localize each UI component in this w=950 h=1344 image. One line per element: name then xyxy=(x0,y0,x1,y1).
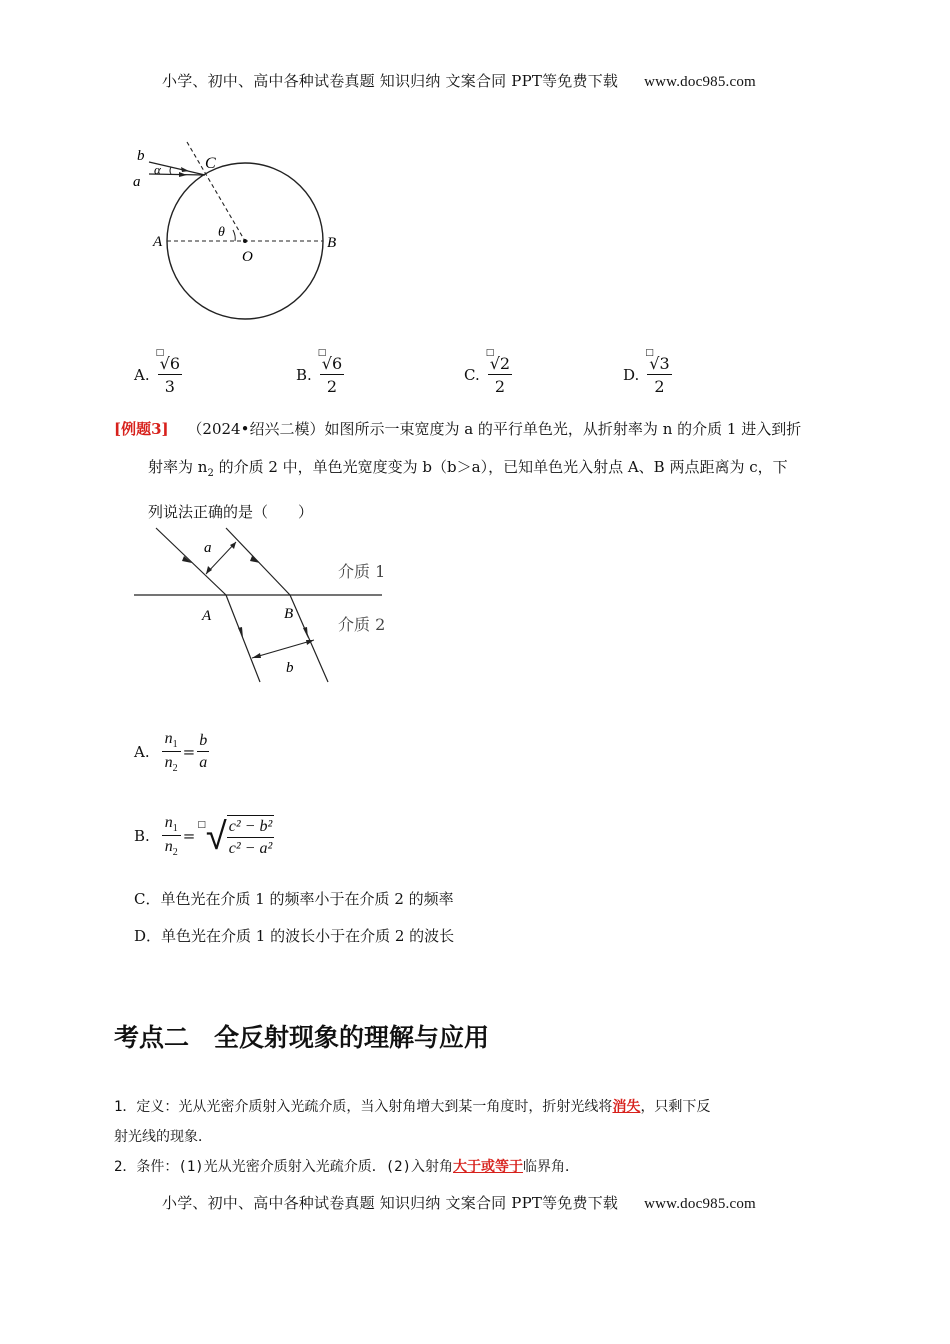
header-text: 小学、初中、高中各种试卷真题 知识归纳 文案合同 PPT等免费下载 xyxy=(162,72,619,90)
item1-text-rest: ，只剩下反 xyxy=(640,1099,711,1115)
item1-text: 1．定义：光从光密介质射入光疏介质，当入射角增大到某一角度时，折射光线将 xyxy=(114,1099,613,1115)
radical-sign: √ xyxy=(205,814,227,859)
section-title: 考点二 全反射现象的理解与应用 xyxy=(114,1023,490,1052)
alpha-arc xyxy=(170,167,171,174)
denominator: 2 xyxy=(326,377,338,396)
rhs-numerator: b xyxy=(197,732,209,752)
radicand: 3 xyxy=(659,354,670,373)
n1-subscript: 1 xyxy=(172,739,178,751)
label-width-a: a xyxy=(204,540,212,556)
label-b: b xyxy=(137,148,145,164)
q2-option-d[interactable] xyxy=(623,348,672,396)
label-c: C xyxy=(205,155,216,172)
option-fraction: □ √3 2 xyxy=(645,348,670,396)
theta-arc xyxy=(233,230,235,241)
option-letter: C. xyxy=(464,366,480,384)
width-b-arrow xyxy=(252,640,314,658)
radicand: 6 xyxy=(169,354,180,373)
option-fraction: □ √6 3 xyxy=(155,348,180,396)
option-letter: B. xyxy=(134,827,150,846)
n2-subscript: 2 xyxy=(172,763,178,775)
q3-option-c[interactable]: C．单色光在介质 1 的频率小于在介质 2 的频率 xyxy=(134,890,454,908)
label-a: a xyxy=(133,174,141,190)
q3-option-d[interactable]: D．单色光在介质 1 的波长小于在介质 2 的波长 xyxy=(134,927,455,945)
option-letter: A. xyxy=(134,743,150,762)
n1-symbol: n xyxy=(164,730,173,747)
refracted-ray-1 xyxy=(226,595,260,682)
n2-symbol: n xyxy=(164,838,173,856)
circle-refraction-figure xyxy=(125,140,365,335)
q2-option-a[interactable] xyxy=(134,348,182,396)
denominator: 3 xyxy=(164,377,175,396)
label-theta: θ xyxy=(218,225,225,240)
option-fraction: □ √6 2 xyxy=(317,348,343,396)
rhs-fraction xyxy=(197,732,209,772)
footer-url[interactable]: www.doc985.com xyxy=(644,1196,756,1212)
example3-line2-sub: 2 xyxy=(207,468,214,479)
q2-option-b[interactable] xyxy=(296,348,344,396)
incident-ray-1 xyxy=(156,528,226,595)
denominator: 2 xyxy=(654,377,665,396)
media-refraction-figure xyxy=(130,522,410,687)
example3-block xyxy=(114,410,844,531)
example3-tag: [例题3] xyxy=(114,420,169,438)
item1-text-cont: 射光线的现象． xyxy=(114,1129,212,1145)
denominator: 2 xyxy=(494,377,505,396)
label-point-a: A xyxy=(153,234,163,250)
n1-subscript: 1 xyxy=(172,823,178,835)
example3-line1: （2024•绍兴二模）如图所示一束宽度为 a 的平行单色光，从折射率为 n 的介质 1 进入到折 xyxy=(187,420,802,438)
label-width-b: b xyxy=(286,660,294,676)
radicand: 2 xyxy=(499,354,511,373)
option-fraction: □ √2 2 xyxy=(485,348,511,396)
item2-text: 2．条件：(1)光从光密介质射入光疏介质．(2)入射角 xyxy=(114,1159,453,1175)
label-point-b: B xyxy=(327,235,337,251)
label-medium-2: 介质 2 xyxy=(338,615,386,634)
n2-subscript: 2 xyxy=(172,847,178,859)
option-letter: A. xyxy=(134,366,150,384)
example3-line2-rest: 的介质 2 中，单色光宽度变为 b（b＞a），已知单色光入射点 A、B 两点距离为 c，下 xyxy=(213,458,788,476)
option-letter: B. xyxy=(296,366,312,384)
q3-option-a[interactable]: A. $\frac{n_1}{n_2}$ = $\frac{b}{a}$ xyxy=(134,730,208,775)
q3-option-b[interactable]: B. $\frac{n_1}{n_2}$ = □ √ $\frac{\text{c² − b²}}{\text{c² − a²}}$ xyxy=(134,814,273,859)
example3-line3: 列说法正确的是（ ） xyxy=(148,503,314,521)
option-letter: D. xyxy=(623,366,640,384)
page-footer xyxy=(162,1192,756,1213)
rhs-denominator: a xyxy=(199,754,208,772)
item2-text-rest: 临界角． xyxy=(523,1159,579,1175)
q2-option-c[interactable] xyxy=(464,348,512,396)
label-point-a: A xyxy=(202,608,212,624)
item2-keyword: 大于或等于 xyxy=(453,1159,523,1175)
label-alpha: α xyxy=(154,162,161,177)
radical-numerator: c² − b² xyxy=(227,818,275,838)
label-medium-1: 介质 1 xyxy=(338,562,386,581)
item1-keyword: 消失 xyxy=(612,1099,641,1115)
example3-line2: 射率为 n xyxy=(148,458,208,476)
label-o: O xyxy=(242,249,253,265)
section-body xyxy=(114,1092,844,1182)
n-ratio-fraction xyxy=(162,814,181,858)
n-ratio-fraction xyxy=(162,730,181,774)
refracted-ray-2 xyxy=(290,595,328,682)
label-point-b: B xyxy=(284,606,294,622)
header-url[interactable]: www.doc985.com xyxy=(644,74,756,90)
footer-text: 小学、初中、高中各种试卷真题 知识归纳 文案合同 PPT等免费下载 xyxy=(162,1194,619,1212)
n1-symbol: n xyxy=(164,814,173,831)
radical-fraction xyxy=(227,815,275,858)
n2-symbol: n xyxy=(164,754,173,772)
normal-line xyxy=(187,142,245,241)
center-dot xyxy=(243,239,247,243)
radical-denominator: c² − a² xyxy=(228,839,273,857)
radicand: 6 xyxy=(332,354,343,373)
page-header xyxy=(162,70,756,91)
